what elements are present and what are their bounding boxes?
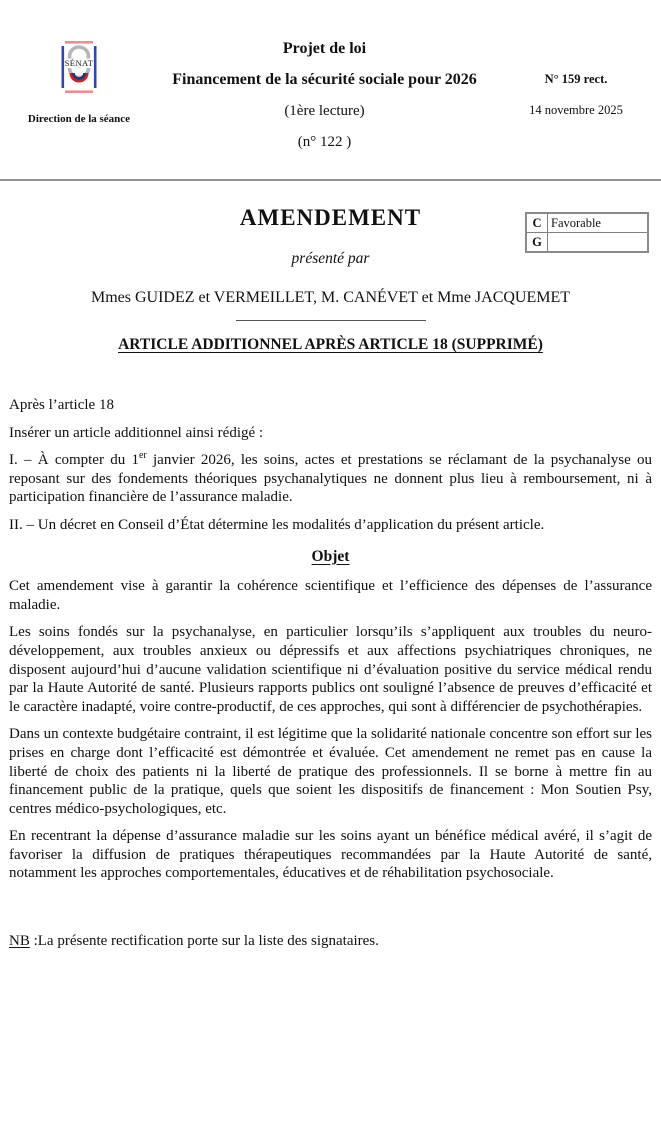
objet-paragraph-1: Cet amendement vise à garantir la cohérence scientifique et l’efficience des dépenses de l’assurance maladie.: [9, 578, 652, 613]
article-heading: ARTICLE ADDITIONNEL APRÈS ARTICLE 18 (SUPPRIMÉ): [118, 336, 543, 353]
ordinal-superscript: er: [138, 450, 147, 462]
opinion-row-government: [526, 233, 648, 253]
header-left-block: [10, 38, 148, 126]
document-date: 14 novembre 2025: [529, 103, 623, 117]
bill-title: Financement de la sécurité sociale pour 2026: [172, 71, 477, 88]
authors-line: Mmes GUIDEZ et VERMEILLET, M. CANÉVET et Mme JACQUEMET: [90, 289, 571, 306]
authors-divider: [236, 320, 426, 321]
amendment-number: N° 159 rect.: [544, 72, 608, 86]
dispositif-article-II: II. – Un décret en Conseil d’État détermine les modalités d’application du présent article.: [9, 516, 545, 533]
header-divider: [0, 179, 661, 181]
opinion-label-g: G: [526, 233, 548, 253]
objet-paragraph-4: En recentrant la dépense d’assurance maladie sur les soins ayant un bénéfice médical avéré, il s’agit de favoriser la diffusion de pratiques thérapeutiques recommandées par la Haute Autorité de santé, notamment les approches comportementales, éducatives et de réhabilitation psychosociale.: [9, 828, 652, 882]
opinion-value-g: [548, 233, 649, 253]
objet-paragraph-2: Les soins fondés sur la psychanalyse, en particulier lorsqu’ils s’appliquent aux troubles du neuro-développement, aux troubles anxieux ou dépressifs et aux affections psychiatriques chroniques, ne disposent aujourd’hui d’aucune validation scientifique ni d’évaluation positive du service médical rendu par la Haute Autorité de santé. Plusieurs rapports publics ont souligné l’absence de preuves d’efficacité et le caractère inadapté, voire contre-productif, de ces approches, qui sont à différencier de psychothérapies.: [9, 624, 652, 715]
nb-note: [9, 932, 652, 951]
objet-paragraph-3: Dans un contexte budgétaire contraint, il est légitime que la solidarité nationale concentre son effort sur les prises en charge dont l’efficacité est démontrée et évaluée. Cet amendement ne remet pas en cause la liberté de choix des patients ni la liberté de pratique des professionnels. Il se borne à mettre fin au financement public de la pratique, quels que soient les dispositifs de financement : Mon Soutien Psy, centres médico-psychologiques, etc.: [9, 726, 652, 817]
dispositif-article-I: [9, 451, 652, 507]
dispositif-article-I-prefix: I. – À compter du 1: [9, 452, 139, 469]
dispositif-instruction: Insérer un article additionnel ainsi rédigé :: [9, 424, 264, 441]
objet-heading: Objet: [311, 547, 350, 565]
document-body: [0, 396, 661, 951]
amendment-zone: [0, 205, 661, 354]
commission-government-opinion-box: [525, 212, 649, 253]
opinion-label-c: C: [526, 213, 548, 233]
bill-number: (n° 122 ): [297, 134, 352, 150]
nb-label: NB: [9, 933, 30, 950]
header-center-block: [148, 38, 501, 164]
presented-by-line: présenté par: [291, 250, 370, 267]
opinion-value-c: Favorable: [548, 213, 649, 233]
senat-logo-icon: [58, 40, 100, 99]
header-right-block: [501, 38, 651, 118]
dispositif-article-I-rest: janvier 2026, les soins, actes et prestations se réclamant de la psychanalyse ou reposant sur des fondements théoriques psychanalytiques ne donnent plus lieu à remboursement, ni à participation financière de l’assurance maladie.: [9, 452, 652, 506]
nb-text: :La présente rectification porte sur la liste des signataires.: [29, 933, 379, 950]
amendment-title: AMENDEMENT: [239, 205, 422, 230]
reading-stage: (1ère lecture): [284, 103, 365, 119]
dispositif-location: Après l’article 18: [9, 397, 114, 413]
document-header: [0, 0, 661, 164]
department-label: Direction de la séance: [27, 113, 131, 125]
opinion-row-commission: [526, 213, 648, 233]
senat-logo-text: SÉNAT: [64, 57, 94, 68]
bill-type: Projet de loi: [282, 40, 367, 57]
